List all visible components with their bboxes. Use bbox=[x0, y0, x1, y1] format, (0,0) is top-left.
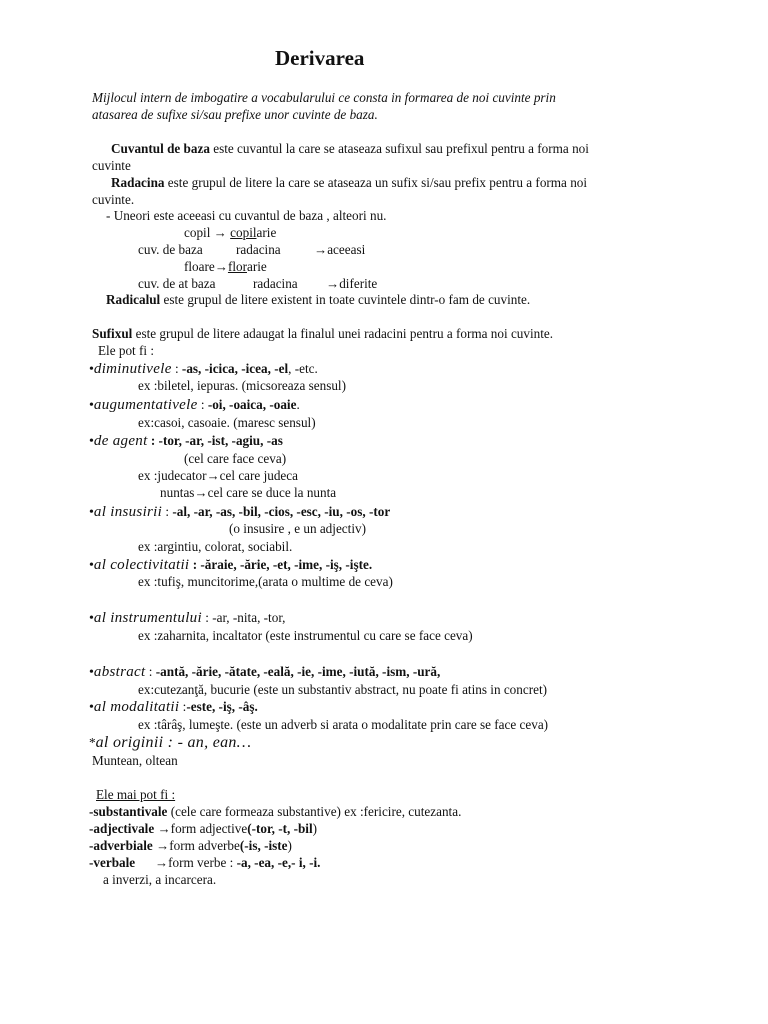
de-agent-suffixes: -tor, -ar, -ist, -agiu, -as bbox=[158, 433, 283, 448]
al-instrumentului-label: al instrumentului bbox=[93, 610, 202, 626]
star-marker: * bbox=[89, 735, 96, 750]
radicalul-definition bbox=[106, 291, 530, 308]
al-originii-example: Muntean, oltean bbox=[92, 753, 178, 768]
radicalul-term: Radicalul bbox=[106, 292, 161, 307]
example-floare-suffix: arie bbox=[246, 259, 267, 274]
cuvant-de-baza-text: este cuvantul la care se ataseaza sufixul sau prefixul pentru a forma noi bbox=[209, 141, 589, 156]
abstract-suffixes: -antă, -ărie, -ătate, -eală, -ie, -ime, -iută, -ism, -ură, bbox=[155, 664, 441, 679]
adverbiale-line bbox=[89, 837, 292, 854]
example-copil-root: copil bbox=[230, 225, 257, 240]
verbale-example: a inverzi, a incarcera. bbox=[103, 872, 217, 887]
al-insusirii-label: al insusirii bbox=[93, 504, 163, 520]
separator: : bbox=[201, 610, 213, 625]
substantivale-line bbox=[89, 803, 461, 820]
intro-line-1: Mijlocul intern de imbogatire a vocabularului ce consta in formarea de noi cuvinte prin bbox=[92, 90, 556, 105]
item-al-originii bbox=[89, 734, 251, 751]
de-agent-example-2: nuntas→cel care se duce la nunta bbox=[160, 485, 337, 500]
adverbiale-suffixes: (-is, -iste bbox=[239, 838, 288, 853]
radacina-definition bbox=[111, 174, 587, 191]
separator: : bbox=[147, 433, 159, 448]
substantivale-term: -substantivale bbox=[89, 804, 168, 819]
diminutivele-label: diminutivele bbox=[93, 361, 172, 377]
example-copil-label-c: →aceeasi bbox=[314, 242, 366, 257]
verbale-term: -verbale bbox=[89, 855, 136, 870]
de-agent-note: (cel care face ceva) bbox=[184, 451, 287, 466]
verbale-text: →form verbe : bbox=[135, 855, 237, 870]
radacina-text: este grupul de litere la care se ataseaza un sufix si/sau prefix pentru a forma noi bbox=[164, 175, 588, 190]
abstract-label: abstract bbox=[93, 664, 146, 680]
bullet: • bbox=[89, 398, 94, 413]
example-floare-label-a: cuv. de at baza bbox=[138, 276, 216, 291]
separator: : bbox=[145, 664, 156, 679]
item-al-instrumentului bbox=[89, 609, 285, 627]
augumentativele-end: . bbox=[296, 397, 300, 412]
example-copil-label-b: radacina bbox=[236, 242, 281, 257]
example-copil-suffix: arie bbox=[256, 225, 277, 240]
item-abstract bbox=[89, 663, 440, 681]
al-insusirii-note: (o insusire , e un adjectiv) bbox=[229, 521, 366, 536]
adjectivale-text: →form adjective bbox=[154, 821, 248, 836]
radacina-cont: cuvinte. bbox=[92, 192, 135, 207]
item-al-colectivitatii bbox=[89, 556, 372, 574]
al-modalitatii-label: al modalitatii bbox=[93, 699, 180, 715]
ele-pot-fi: Ele pot fi : bbox=[98, 343, 155, 358]
al-instrumentului-example: ex :zaharnita, incaltator (este instrumentul cu care se face ceva) bbox=[138, 628, 473, 643]
item-al-insusirii bbox=[89, 503, 390, 521]
al-modalitatii-suffixes: -este, -iş, -âş. bbox=[186, 699, 258, 714]
verbale-suffixes: -a, -ea, -e,- i, -i. bbox=[236, 855, 321, 870]
bullet: • bbox=[89, 700, 94, 715]
example-floare-label-c: →diferite bbox=[326, 276, 378, 291]
de-agent-example-1: ex :judecator→cel care judeca bbox=[138, 468, 298, 483]
item-al-modalitatii bbox=[89, 698, 258, 716]
bullet: • bbox=[89, 558, 94, 573]
adjectivale-line bbox=[89, 820, 317, 837]
example-copil-label-a: cuv. de baza bbox=[138, 242, 203, 257]
adjectivale-term: -adjectivale bbox=[89, 821, 155, 836]
ele-mai-pot-fi: Ele mai pot fi : bbox=[96, 787, 176, 802]
bullet: • bbox=[89, 505, 94, 520]
al-insusirii-suffixes: -al, -ar, -as, -bil, -cios, -esc, -iu, -os, -tor bbox=[172, 504, 391, 519]
diminutivele-end: , -etc. bbox=[288, 361, 318, 376]
augumentativele-suffixes: -oi, -oaica, -oaie bbox=[207, 397, 297, 412]
al-insusirii-example: ex :argintiu, colorat, sociabil. bbox=[138, 539, 293, 554]
al-originii-label: al originii : - an, ean… bbox=[95, 734, 252, 751]
separator: : bbox=[171, 361, 182, 376]
de-agent-label: de agent bbox=[93, 433, 148, 449]
intro-line-2: atasarea de sufixe si/sau prefixe unor cuvinte de baza. bbox=[92, 107, 378, 122]
radicalul-text: este grupul de litere existent in toate cuvintele dintr-o fam de cuvinte. bbox=[160, 292, 531, 307]
radacina-note: - Uneori este aceeasi cu cuvantul de baza , alteori nu. bbox=[106, 208, 387, 223]
bullet: • bbox=[89, 665, 94, 680]
example-floare-label-b: radacina bbox=[253, 276, 298, 291]
item-augumentativele bbox=[89, 396, 300, 414]
al-colectivitatii-example: ex :tufiş, muncitorime,(arata o multime de ceva) bbox=[138, 574, 393, 589]
cuvant-de-baza-term: Cuvantul de baza bbox=[111, 141, 210, 156]
example-floare-base: floare→ bbox=[184, 259, 228, 274]
bullet: • bbox=[89, 434, 94, 449]
al-colectivitatii-label: al colectivitatii bbox=[93, 557, 190, 573]
cuvant-de-baza-definition bbox=[111, 140, 589, 157]
separator: : bbox=[179, 699, 187, 714]
adjectivale-suffixes: (-tor, -t, -bil bbox=[247, 821, 313, 836]
substantivale-text: (cele care formeaza substantive) ex :fericire, cutezanta. bbox=[167, 804, 462, 819]
bullet: • bbox=[89, 362, 94, 377]
example-floare bbox=[184, 258, 267, 275]
adverbiale-term: -adverbiale bbox=[89, 838, 153, 853]
al-colectivitatii-suffixes: -ăraie, -ărie, -et, -ime, -iş, -işte. bbox=[200, 557, 373, 572]
cuvant-de-baza-cont: cuvinte bbox=[92, 158, 131, 173]
item-de-agent bbox=[89, 432, 283, 450]
diminutivele-suffixes: -as, -icica, -icea, -el bbox=[181, 361, 289, 376]
abstract-example: ex:cutezanţă, bucurie (este un substantiv abstract, nu poate fi atins in concret) bbox=[138, 682, 548, 697]
page-title: Derivarea bbox=[275, 46, 365, 70]
bullet: • bbox=[89, 611, 94, 626]
example-floare-root: flor bbox=[227, 259, 247, 274]
adjectivale-end: ) bbox=[312, 821, 318, 836]
radacina-term: Radacina bbox=[111, 175, 165, 190]
al-modalitatii-example: ex :târâş, lumeşte. (este un adverb si arata o modalitate prin care se face ceva) bbox=[138, 717, 549, 732]
adverbiale-end: ) bbox=[287, 838, 292, 853]
item-diminutivele bbox=[89, 360, 318, 378]
sufixul-text: este grupul de litere adaugat la finalul unei radacini pentru a forma noi cuvinte. bbox=[132, 326, 554, 341]
example-copil bbox=[184, 224, 276, 241]
augumentativele-example: ex:casoi, casoaie. (maresc sensul) bbox=[138, 415, 316, 430]
augumentativele-label: augumentativele bbox=[93, 397, 198, 413]
sufixul-term: Sufixul bbox=[92, 326, 133, 341]
sufixul-definition bbox=[92, 325, 553, 342]
al-instrumentului-suffixes: -ar, -nita, -tor, bbox=[212, 610, 286, 625]
verbale-line bbox=[89, 854, 320, 871]
separator: : bbox=[197, 397, 208, 412]
diminutivele-example: ex :biletel, iepuras. (micsoreaza sensul) bbox=[138, 378, 346, 393]
adverbiale-text: →form adverbe bbox=[152, 838, 240, 853]
separator: : bbox=[162, 504, 173, 519]
separator: : bbox=[189, 557, 201, 572]
example-copil-base: copil → bbox=[184, 225, 231, 240]
